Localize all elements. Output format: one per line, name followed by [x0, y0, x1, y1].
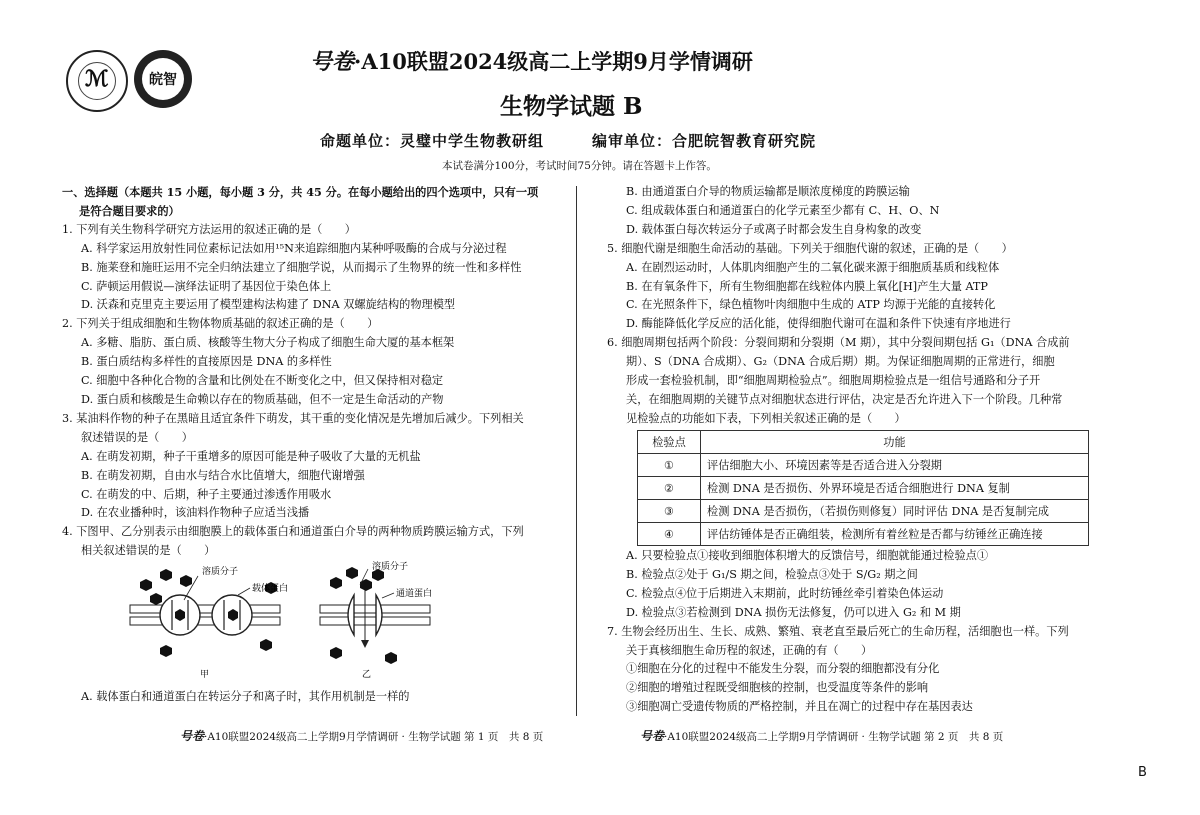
q3-option-d: D. 在农业播种时，该油料作物种子应适当浅播 — [81, 506, 310, 520]
compile-units: 命题单位：灵璧中学生物教研组 编审单位：合肥皖智教育研究院 — [320, 132, 817, 150]
channel-protein-right — [376, 595, 382, 635]
th-checkpoint: 检验点 — [638, 431, 701, 454]
q5-option-b: B. 在有氧条件下，所有生物细胞都在线粒体内膜上氧化[H]产生大量 ATP — [626, 279, 988, 293]
footer-brand-2: 号卷 — [640, 729, 665, 743]
q3-option-a: A. 在萌发初期，种子干重增多的原因可能是种子吸收了大量的无机盐 — [81, 449, 421, 463]
row-key: ③ — [638, 500, 701, 523]
right-column-bottom — [607, 547, 1107, 717]
right-column — [607, 183, 1107, 429]
q6-option-c: C. 检验点④位于后期进入末期前，此时纺锤丝牵引着染色体运动 — [626, 586, 944, 600]
q2-option-d: D. 蛋白质和核酸是生命赖以存在的物质基础，但不一定是生命活动的产物 — [81, 392, 444, 406]
question-6-line2: 期）、S（DNA 合成期）、G₂（DNA 合成后期）期。为保证细胞周期的正常进行，细胞 — [626, 355, 1055, 369]
question-4-cont: 相关叙述错误的是（ ） — [81, 544, 216, 558]
q4-option-c: C. 组成载体蛋白和通道蛋白的化学元素至少都有 C、H、O、N — [626, 203, 940, 217]
table-header — [638, 431, 1089, 454]
section-heading-cont: 是符合题目要求的） — [79, 203, 180, 218]
figure-yi — [320, 560, 432, 680]
q4-option-d: D. 载体蛋白每次转运分子或离子时都会发生自身构象的改变 — [626, 222, 922, 236]
question-6-line5: 见检验点的功能如下表，下列相关叙述正确的是（ ） — [626, 411, 906, 425]
page-letter: B — [1138, 765, 1147, 780]
q7-statement-3: ③细胞凋亡受遗传物质的严格控制，并且在凋亡的过程中存在基因表达 — [626, 700, 973, 714]
q7-statement-2: ②细胞的增殖过程既受细胞核的控制，也受温度等条件的影响 — [626, 681, 929, 695]
footer-text-1: ·A10联盟2024级高二上学期9月学情调研 · 生物学试题 第 1 页 共 8 页 — [204, 731, 544, 743]
label-jia: 甲 — [200, 670, 210, 680]
question-5: 5. 细胞代谢是细胞生命活动的基础。下列关于细胞代谢的叙述，正确的是（ ） — [607, 241, 1013, 255]
footer-brand-1: 号卷 — [180, 729, 205, 743]
checkpoint-table — [637, 430, 1089, 546]
q3-option-c: C. 在萌发的中、后期，种子主要通过渗透作用吸水 — [81, 487, 332, 501]
question-6-line3: 形成一套检验机制，即“细胞周期检验点”。细胞周期检验点是一组信号通路和分子开 — [626, 374, 1041, 388]
column-divider — [576, 186, 577, 716]
question-2: 2. 下列关于组成细胞和生物体物质基础的叙述正确的是（ ） — [62, 317, 379, 331]
q2-option-b: B. 蛋白质结构多样性的直接原因是 DNA 的多样性 — [81, 355, 332, 369]
brand-mark: 号卷 — [310, 49, 355, 75]
q4-option-a: A. 载体蛋白和通道蛋白在转运分子和离子时，其作用机制是一样的 — [81, 690, 410, 703]
question-7: 7. 生物会经历出生、生长、成熟、繁殖、衰老直至最后死亡的生命历程，活细胞也一样。下列 — [607, 624, 1069, 638]
section-heading: 一、选择题（本题共 15 小题，每小题 3 分，共 45 分。在每小题给出的四个选项中，只有一项 — [62, 185, 539, 199]
q1-option-b: B. 施莱登和施旺运用不完全归纳法建立了细胞学说，从而揭示了生物界的统一性和多样性 — [81, 260, 522, 274]
table-row — [638, 523, 1089, 546]
q3-option-b: B. 在萌发初期，自由水与结合水比值增大，细胞代谢增强 — [81, 468, 365, 482]
table-row — [638, 477, 1089, 500]
exam-subtitle: 生物学试题 B — [500, 93, 643, 120]
q2-option-a: A. 多糖、脂肪、蛋白质、核酸等生物大分子构成了细胞生命大厦的基本框架 — [81, 336, 455, 350]
figure-jia — [130, 565, 288, 680]
q7-statement-1: ①细胞在分化的过程中不能发生分裂，而分裂的细胞都没有分化 — [626, 662, 940, 676]
footer-page-1 — [180, 727, 543, 744]
row-key: ② — [638, 477, 701, 500]
channel-protein-left — [348, 595, 354, 635]
footer-text-2: ·A10联盟2024级高二上学期9月学情调研 · 生物学试题 第 2 页 共 8 页 — [664, 731, 1004, 743]
q1-option-a: A. 科学家运用放射性同位素标记法如用¹⁵N来追踪细胞内某种呼吸酶的合成与分泌过程 — [81, 241, 507, 255]
row-key: ④ — [638, 523, 701, 546]
q5-option-a: A. 在剧烈运动时，人体肌肉细胞产生的二氧化碳来源于细胞质基质和线粒体 — [626, 260, 1000, 274]
wanzhi-logo-text: 皖智 — [149, 72, 177, 88]
question-4: 4. 下图甲、乙分别表示由细胞膜上的载体蛋白和通道蛋白介导的两种物质跨膜运输方式，下列 — [62, 525, 524, 539]
q1-option-d: D. 沃森和克里克主要运用了模型建构法构建了 DNA 双螺旋结构的物理模型 — [81, 298, 456, 312]
wanzhi-logo — [134, 50, 192, 108]
row-value: 评估细胞大小、环境因素等是否适合进入分裂期 — [701, 454, 1089, 477]
left-column-bottom — [62, 688, 567, 707]
question-7-cont: 关于真核细胞生命历程的叙述，正确的有（ ） — [626, 643, 873, 657]
question-3: 3. 某油料作物的种子在黑暗且适宜条件下萌发，其干重的变化情况是先增加后减少。下列相关 — [62, 411, 524, 425]
th-function: 功能 — [701, 431, 1089, 454]
q6-option-a: A. 只要检验点①接收到细胞体积增大的反馈信号，细胞就能通过检验点① — [626, 549, 989, 562]
question-1: 1. 下列有关生物科学研究方法运用的叙述正确的是（ ） — [62, 222, 356, 236]
q6-option-d: D. 检验点③若检测到 DNA 损伤无法修复，仍可以进入 G₂ 和 M 期 — [626, 605, 961, 619]
question-3-cont: 叙述错误的是（ ） — [81, 430, 193, 444]
q4-option-b: B. 由通道蛋白介导的物质运输都是顺浓度梯度的跨膜运输 — [626, 185, 910, 198]
q2-option-c: C. 细胞中各种化合物的含量和比例处在不断变化之中，但又保持相对稳定 — [81, 374, 444, 388]
row-value: 评估纺锤体是否正确组装，检测所有着丝粒是否都与纺锤丝正确连接 — [701, 523, 1089, 546]
exam-note: 本试卷满分100分，考试时间75分钟。请在答题卡上作答。 — [442, 160, 717, 172]
exam-title-text: ·A10联盟2024级高二上学期9月学情调研 — [354, 49, 753, 74]
footer-page-2 — [640, 727, 1003, 744]
exam-title — [310, 45, 870, 76]
label-channel-protein: 通道蛋白 — [396, 589, 433, 599]
row-key: ① — [638, 454, 701, 477]
solute-molecules-yi — [330, 567, 397, 664]
table-row — [638, 454, 1089, 477]
label-yi: 乙 — [362, 670, 372, 680]
alliance-logo: ℳ — [66, 50, 128, 112]
left-column — [62, 183, 567, 561]
label-solute-jia: 溶质分子 — [202, 567, 239, 577]
table-row — [638, 500, 1089, 523]
label-carrier-protein: 载体蛋白 — [252, 584, 289, 594]
q1-option-c: C. 萨顿运用假说—演绎法证明了基因位于染色体上 — [81, 279, 332, 293]
q5-option-d: D. 酶能降低化学反应的活化能，使得细胞代谢可在温和条件下快速有序地进行 — [626, 317, 1011, 331]
question-6: 6. 细胞周期包括两个阶段：分裂间期和分裂期（M 期），其中分裂间期包括 G₁（DNA 合成前 — [607, 336, 1070, 350]
q6-option-b: B. 检验点②处于 G₁/S 期之间，检验点③处于 S/G₂ 期之间 — [626, 567, 918, 581]
row-value: 检测 DNA 是否损伤、外界环境是否适合细胞进行 DNA 复制 — [701, 477, 1089, 500]
q5-option-c: C. 在光照条件下，绿色植物叶肉细胞中生成的 ATP 均源于光能的直接转化 — [626, 298, 996, 312]
row-value: 检测 DNA 是否损伤，（若损伤则修复）同时评估 DNA 是否复制完成 — [701, 500, 1089, 523]
question-6-line4: 关，在细胞周期的关键节点对细胞状态进行评估，决定是否允许进入下一个阶段。几种常 — [626, 392, 1063, 406]
membrane-transport-figure — [120, 560, 440, 685]
label-solute-yi: 溶质分子 — [372, 562, 409, 572]
